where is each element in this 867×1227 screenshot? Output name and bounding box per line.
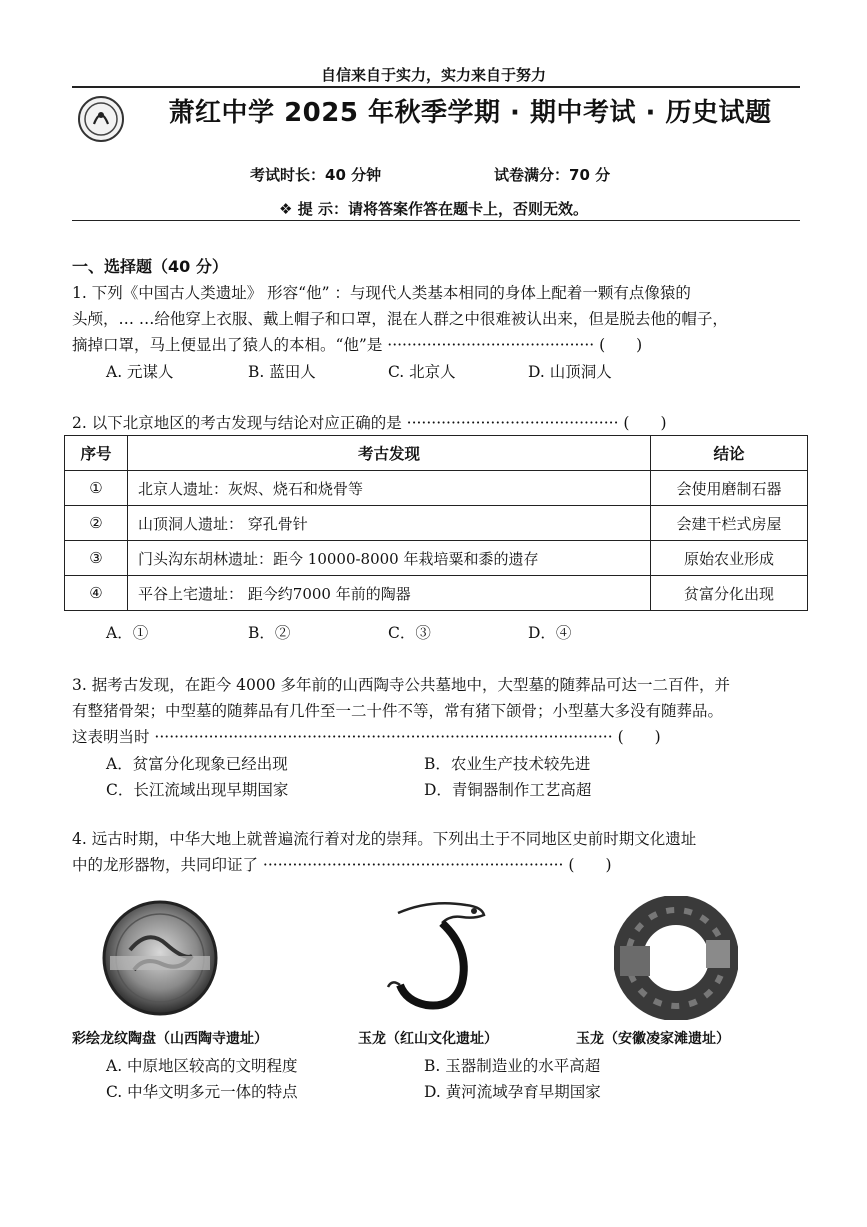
q1-line: 1. 下列《中国古人类遗址》 形容“他” ：与现代人类基本相同的身体上配着一颗有点像猿的 [72,284,691,302]
table-row [65,471,808,506]
jade-dragon-c-icon [370,893,500,1023]
section-title: 一、选择题（40 分） [72,257,228,276]
lingjiatan-jade-dragon-image [614,896,738,1020]
q2-option-c[interactable]: C．③ [388,624,431,642]
q1-option-d[interactable]: D. 山顶洞人 [528,363,612,381]
table-cell: ② [65,506,128,541]
q1-option-b[interactable]: B. 蓝田人 [248,363,316,381]
caption-lingjiatan-dragon: 玉龙（安徽凌家滩遗址） [576,1031,730,1047]
table-cell: 山顶洞人遗址： 穿孔骨针 [128,506,651,541]
q2-option-d[interactable]: D．④ [528,624,572,642]
table-cell: ① [65,471,128,506]
q3-option-a[interactable]: A．贫富分化现象已经出现 [106,755,288,773]
q3-line: 3. 据考古发现，在距今 4000 多年前的山西陶寺公共墓地中，大型墓的随葬品可达一二百件，并 [72,676,731,694]
table-header-row [65,436,808,471]
table-row [65,576,808,611]
table-header-cell: 结论 [651,436,808,471]
table-cell: 会建干栏式房屋 [651,506,808,541]
q1-option-c[interactable]: C. 北京人 [388,363,456,381]
caption-painted-plate: 彩绘龙纹陶盘（山西陶寺遗址） [72,1031,268,1047]
q4-stem [72,826,804,878]
full-score: 试卷满分：70 分 [494,166,611,184]
q3-line: 有整猪骨架；中型墓的随葬品有几件至一二十件不等，常有猪下颌骨；小型墓大多没有随葬品。 [72,702,724,720]
logo-emblem-icon [80,98,122,140]
q4-option-a[interactable]: A. 中原地区较高的文明程度 [106,1057,298,1075]
q1-line: 头颅，… …给他穿上衣服、戴上帽子和口罩，混在人群之中很难被认出来，但是脱去他的帽子， [72,310,728,328]
archaeology-table [64,435,808,611]
q3-option-c[interactable]: C．长江流域出现早期国家 [106,781,289,799]
table-row [65,506,808,541]
table-cell: 门头沟东胡林遗址：距今 10000-8000 年栽培粟和黍的遗存 [128,541,651,576]
painted-dragon-plate-image [100,898,220,1018]
q4-option-c[interactable]: C. 中华文明多元一体的特点 [106,1083,298,1101]
q3-line: 这表明当时 ····························································································· ( ) [72,728,661,746]
painted-plate-icon [100,898,220,1018]
school-logo [78,96,124,142]
table-header-cell: 考古发现 [128,436,651,471]
table-cell: 平谷上宅遗址： 距今约7000 年前的陶器 [128,576,651,611]
header-rule [72,86,800,88]
q2-option-a[interactable]: A．① [106,624,149,642]
table-cell: ④ [65,576,128,611]
q4-line: 4. 远古时期，中华大地上就普遍流行着对龙的崇拜。下列出土于不同地区史前时期文化遗址 [72,830,697,848]
q2-stem: 2. 以下北京地区的考古发现与结论对应正确的是 ··········································· ( ) [72,414,667,432]
caption-hongshan-dragon: 玉龙（红山文化遗址） [358,1031,498,1047]
q3-stem [72,672,804,750]
header-bottom-rule [72,220,800,221]
page-title: 萧红中学 2025 年秋季学期 · 期中考试 · 历史试题 [168,98,772,128]
table-cell: 原始农业形成 [651,541,808,576]
q4-option-d[interactable]: D. 黄河流域孕育早期国家 [424,1083,601,1101]
q2-option-b[interactable]: B．② [248,624,291,642]
q4-option-b[interactable]: B. 玉器制造业的水平高超 [424,1057,601,1075]
q3-option-d[interactable]: D．青铜器制作工艺高超 [424,781,592,799]
table-cell: 会使用磨制石器 [651,471,808,506]
motto: 自信来自于实力，实力来自于努力 [320,66,546,84]
table-cell: 北京人遗址：灰烬、烧石和烧骨等 [128,471,651,506]
jade-dragon-ring-icon [614,896,738,1020]
q1-stem [72,280,804,358]
q4-line: 中的龙形器物，共同印证了 ····························································· ( ) [72,856,612,874]
table-row [65,541,808,576]
q1-line: 摘掉口罩，马上便显出了猿人的本相。“他”是 ·········································· ( ) [72,336,643,354]
table-cell: 贫富分化出现 [651,576,808,611]
q1-option-a[interactable]: A. 元谋人 [106,363,174,381]
table-header-cell: 序号 [65,436,128,471]
table-cell: ③ [65,541,128,576]
exam-duration: 考试时长：40 分钟 [250,166,382,184]
q3-option-b[interactable]: B．农业生产技术较先进 [424,755,591,773]
hongshan-jade-dragon-image [370,893,500,1023]
answer-tip: ❖ 提 示：请将答案作答在题卡上，否则无效。 [279,200,588,218]
